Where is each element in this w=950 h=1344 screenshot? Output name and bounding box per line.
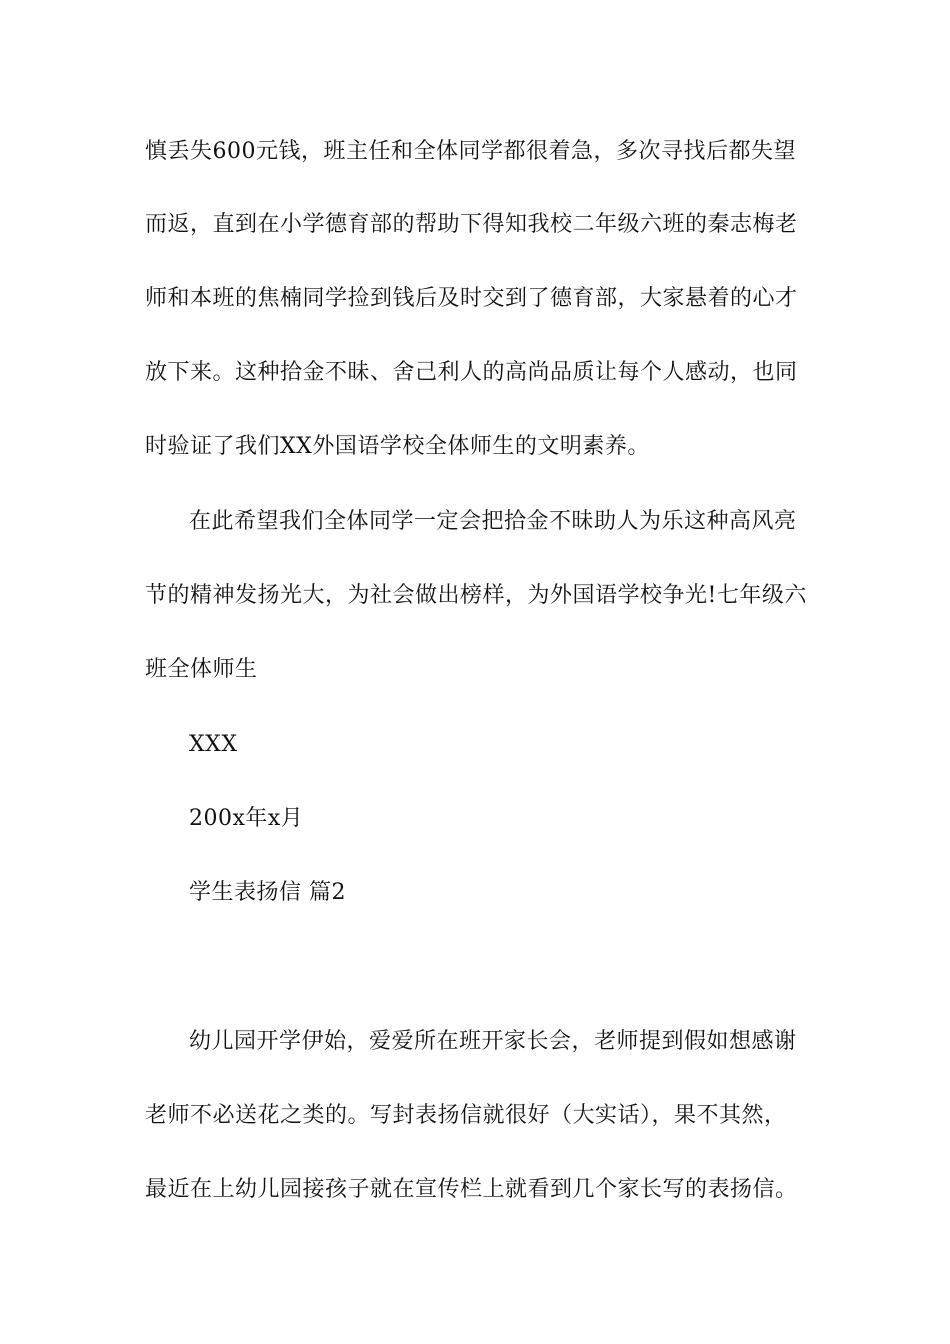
paragraph-line: 最近在上幼儿园接孩子就在宣传栏上就看到几个家长写的表扬信。 <box>145 1177 798 1202</box>
paragraph-line: 幼儿园开学伊始，爱爱所在班开家长会，老师提到假如想感谢 <box>189 1029 797 1054</box>
letter-date: 200x年x月 <box>189 806 304 831</box>
paragraph-line: 在此希望我们全体同学一定会把拾金不昧助人为乐这种高风亮 <box>189 509 797 534</box>
paragraph-line: 放下来。这种拾金不昧、舍己利人的高尚品质让每个人感动，也同 <box>145 360 798 385</box>
paragraph-line: 而返，直到在小学德育部的帮助下得知我校二年级六班的秦志梅老 <box>145 212 798 237</box>
section-heading: 学生表扬信 篇2 <box>189 880 346 905</box>
paragraph-line: 慎丢失600元钱，班主任和全体同学都很着急，多次寻找后都失望 <box>145 139 796 164</box>
paragraph-line: 班全体师生 <box>145 657 258 682</box>
paragraph-line: 师和本班的焦楠同学捡到钱后及时交到了德育部，大家悬着的心才 <box>145 286 798 311</box>
paragraph-line: 老师不必送花之类的。写封表扬信就很好（大实话），果不其然， <box>145 1103 787 1128</box>
paragraph-line: 时验证了我们XX外国语学校全体师生的文明素养。 <box>145 434 650 459</box>
paragraph-line: 节的精神发扬光大，为社会做出榜样，为外国语学校争光!七年级六 <box>145 583 807 608</box>
signature: XXX <box>189 732 238 757</box>
